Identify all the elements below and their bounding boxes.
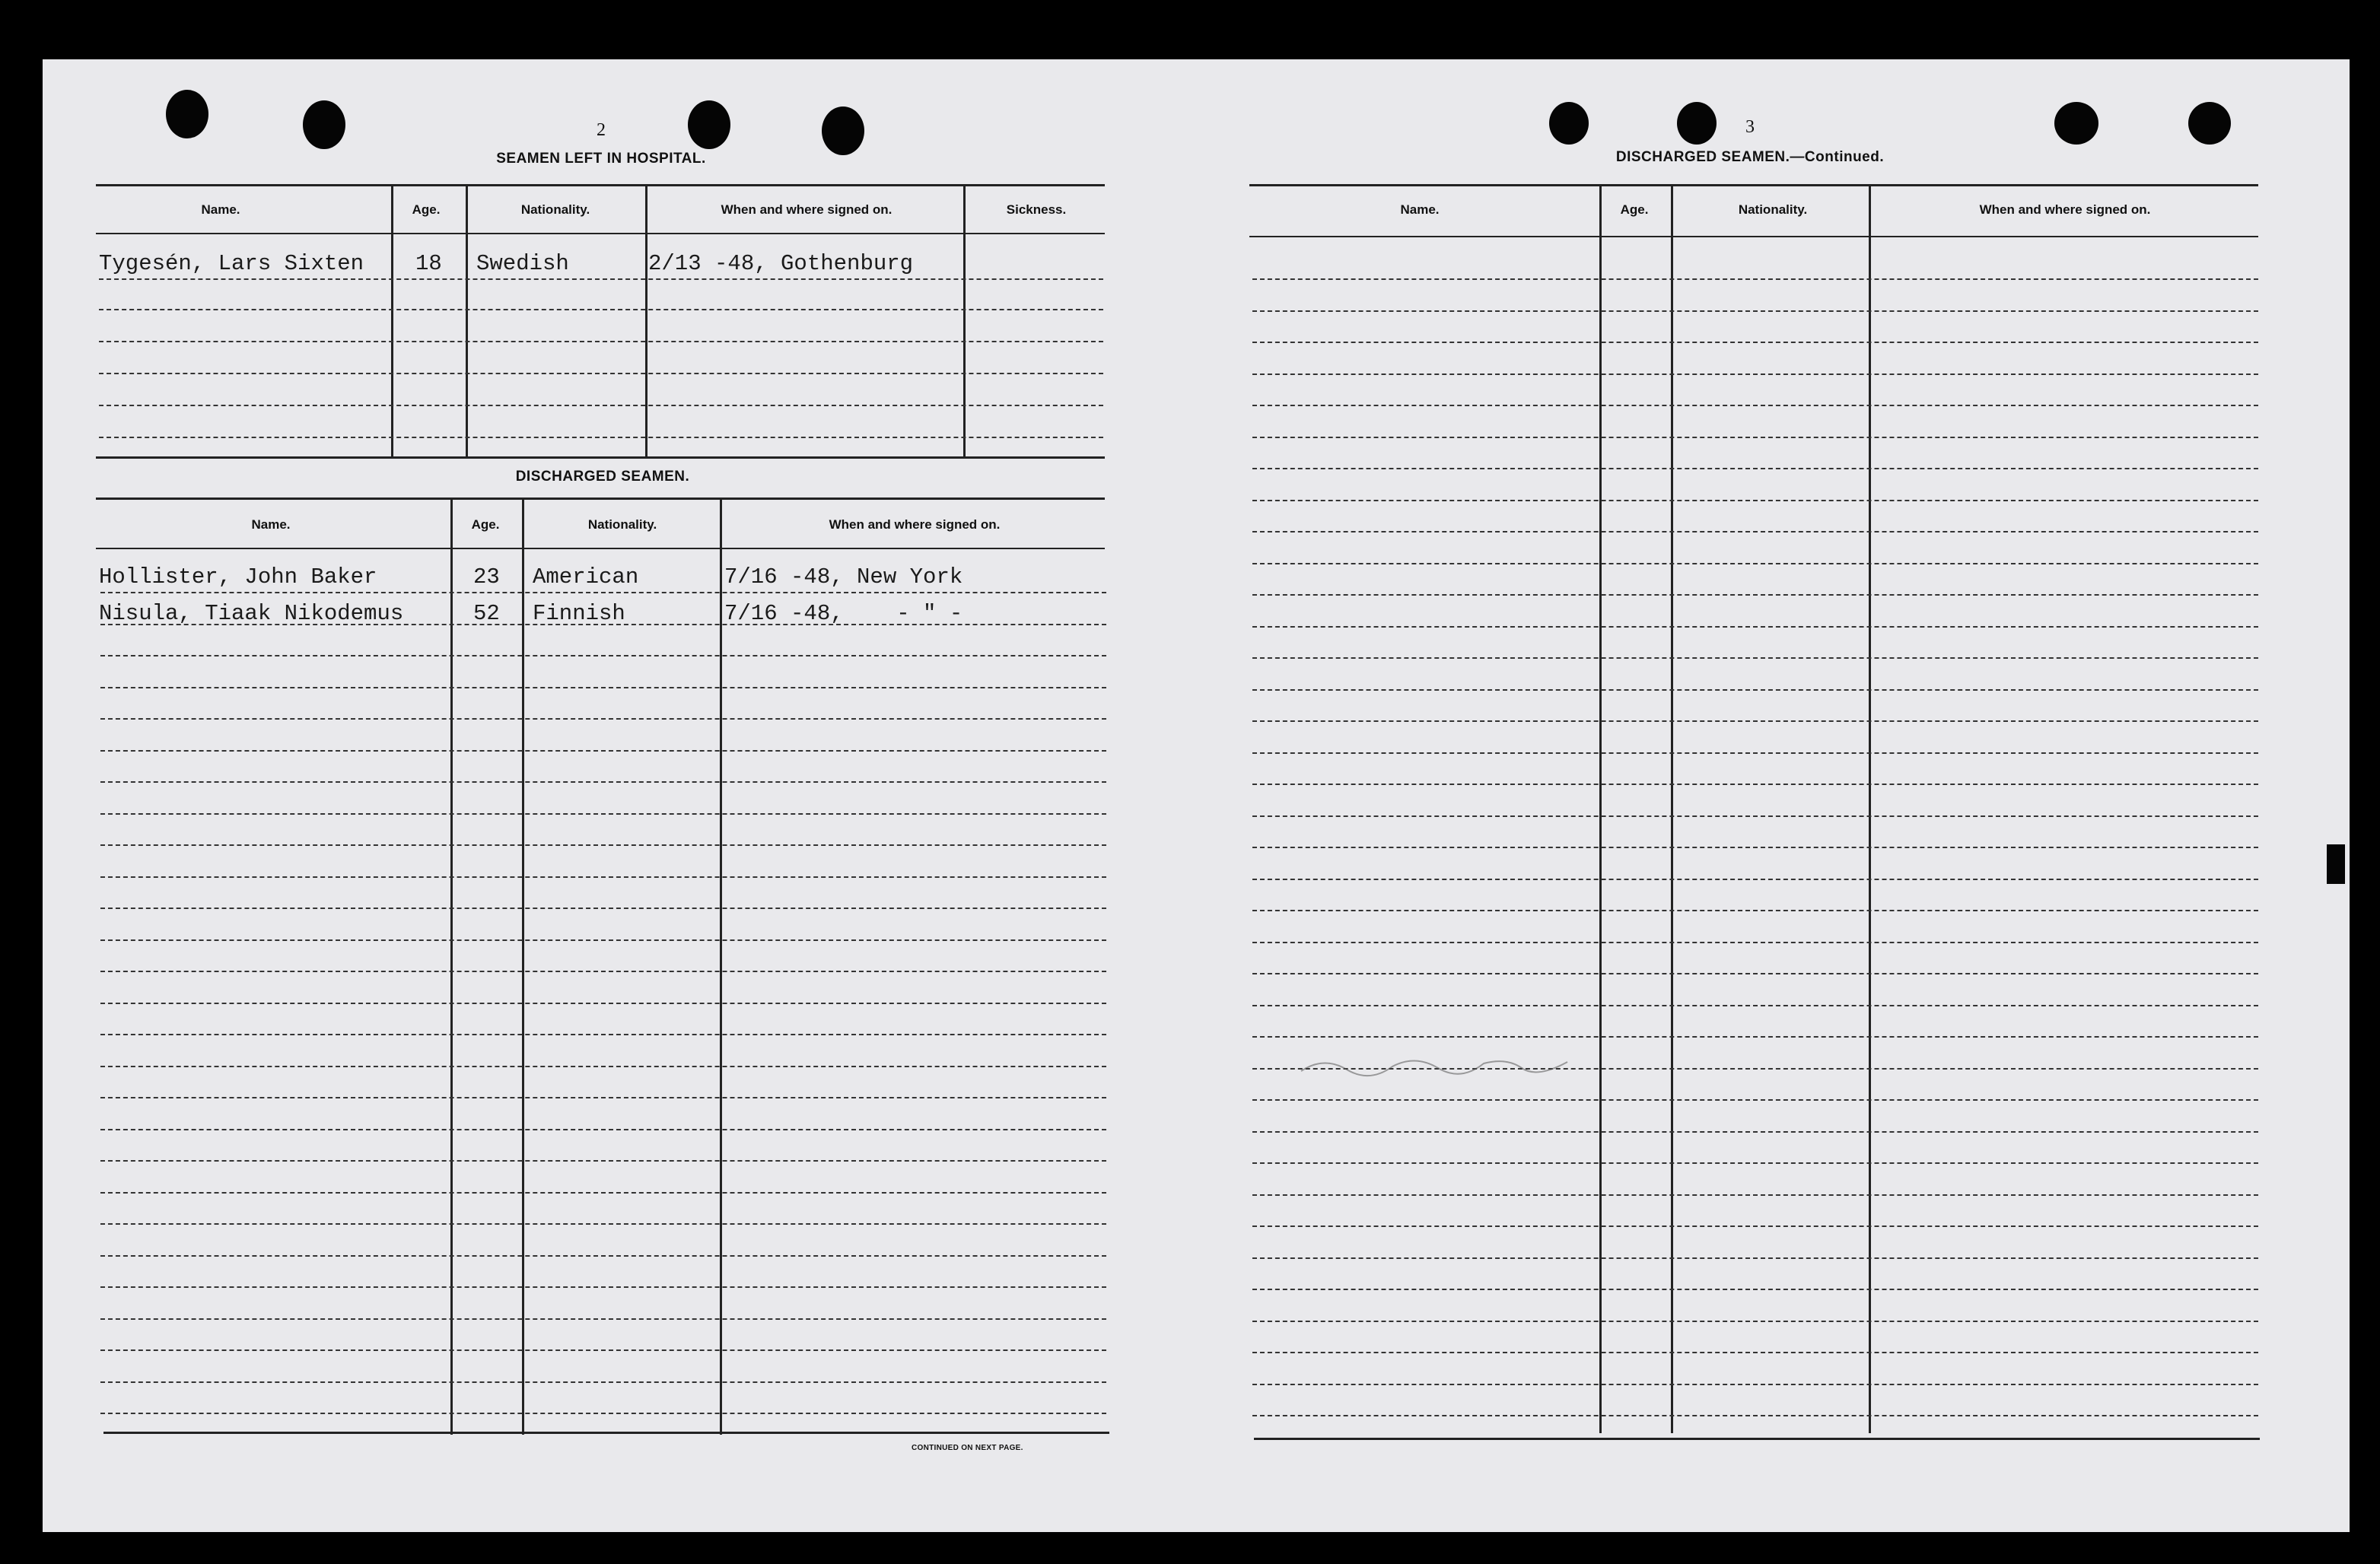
right-row-line [1252, 815, 2258, 817]
right-header-age: Age. [1620, 202, 1649, 217]
discharged-continued-title: DISCHARGED SEAMEN.—Continued. [1615, 149, 1885, 165]
discharged-row-signed-on: 7/16 -48, New York [724, 564, 963, 590]
discharged-col-divider [720, 499, 722, 1435]
discharged-section-title: DISCHARGED SEAMEN. [515, 469, 690, 485]
punch-hole [166, 90, 208, 138]
hospital-row-age: 18 [415, 251, 442, 276]
discharged-row-signed-on: 7/16 -48, - " - [724, 601, 963, 626]
right-col-divider [1869, 186, 1871, 1433]
right-row-line [1252, 1289, 2258, 1290]
discharged-header-name: Name. [251, 517, 291, 532]
right-header-nationality: Nationality. [1738, 202, 1808, 217]
right-row-line [1252, 563, 2258, 564]
punch-hole [303, 100, 345, 149]
right-row-line [1252, 437, 2258, 438]
hospital-row-nationality: Swedish [476, 251, 569, 276]
right-row-line [1252, 1321, 2258, 1322]
right-header-name: Name. [1400, 202, 1440, 217]
hospital-header-name: Name. [201, 202, 240, 217]
discharged-row-age: 52 [473, 601, 500, 626]
right-row-line [1252, 942, 2258, 943]
right-table-bottom-rule [1254, 1438, 2260, 1440]
document-sheet [43, 59, 2350, 1532]
discharged-header-nationality: Nationality. [587, 517, 657, 532]
hospital-row-line [99, 405, 1103, 406]
right-row-line [1252, 1099, 2258, 1101]
hospital-col-divider [963, 186, 966, 458]
discharged-row-line [100, 1349, 1106, 1351]
right-row-line [1252, 1036, 2258, 1038]
hospital-col-divider [391, 186, 393, 458]
discharged-row-line [100, 1192, 1106, 1194]
right-row-line [1252, 1415, 2258, 1416]
discharged-table-bottom-rule [103, 1432, 1109, 1434]
discharged-row-nationality: Finnish [533, 601, 625, 626]
hospital-table-bottom-rule [96, 456, 1105, 459]
right-row-line [1252, 689, 2258, 691]
discharged-header-signed-on: When and where signed on. [829, 517, 1001, 532]
right-row-line [1252, 405, 2258, 406]
right-row-line [1252, 657, 2258, 659]
right-row-line [1252, 973, 2258, 974]
hospital-header-rule [96, 233, 1105, 234]
right-row-line [1252, 1162, 2258, 1164]
right-header-signed-on: When and where signed on. [1979, 202, 2151, 217]
page-number-right: 3 [1745, 117, 1755, 137]
right-header-rule [1249, 236, 2258, 237]
punch-hole [2054, 102, 2098, 145]
binding-tab [2327, 844, 2345, 884]
discharged-row-line [100, 1129, 1106, 1130]
discharged-row-line [100, 1286, 1106, 1288]
discharged-row-line [100, 1003, 1106, 1004]
page-number-left: 2 [597, 120, 606, 140]
discharged-row-line [100, 908, 1106, 909]
punch-hole [2188, 102, 2231, 145]
discharged-row-nationality: American [533, 564, 639, 590]
discharged-row-line [100, 971, 1106, 972]
discharged-row-line [100, 813, 1106, 815]
discharged-row-line [100, 1160, 1106, 1162]
discharged-header-age: Age. [471, 517, 500, 532]
right-row-line [1252, 879, 2258, 880]
discharged-row-line [100, 1318, 1106, 1320]
discharged-row-name: Nisula, Tiaak Nikodemus [99, 601, 404, 626]
punch-hole [1549, 102, 1589, 145]
discharged-row-name: Hollister, John Baker [99, 564, 377, 590]
punch-hole [1677, 102, 1717, 145]
discharged-row-line [100, 844, 1106, 846]
right-row-line [1252, 1257, 2258, 1259]
discharged-row-line [100, 876, 1106, 878]
discharged-row-line [100, 687, 1106, 688]
punch-hole [822, 106, 864, 155]
discharged-row-line [100, 592, 1106, 593]
discharged-row-line [100, 718, 1106, 720]
discharged-row-line [100, 1097, 1106, 1098]
hospital-row-line [99, 278, 1103, 280]
discharged-header-rule [96, 548, 1105, 549]
hospital-table-top-rule [96, 184, 1105, 186]
hospital-row-signed-on: 2/13 -48, Gothenburg [648, 251, 914, 276]
right-row-line [1252, 342, 2258, 343]
right-row-line [1252, 310, 2258, 312]
hospital-row-name: Tygesén, Lars Sixten [99, 251, 364, 276]
discharged-table-top-rule [96, 497, 1105, 500]
hospital-col-divider [645, 186, 648, 458]
right-row-line [1252, 531, 2258, 532]
punch-hole [688, 100, 730, 149]
right-row-line [1252, 468, 2258, 469]
right-row-line [1252, 752, 2258, 754]
hospital-header-age: Age. [412, 202, 441, 217]
right-row-line [1252, 1225, 2258, 1227]
right-row-line [1252, 784, 2258, 785]
discharged-row-line [100, 1381, 1106, 1383]
discharged-row-line [100, 1255, 1106, 1257]
hospital-header-signed-on: When and where signed on. [721, 202, 892, 217]
discharged-row-line [100, 1223, 1106, 1225]
continued-footer: CONTINUED ON NEXT PAGE. [912, 1444, 1023, 1452]
right-row-line [1252, 910, 2258, 911]
right-row-line [1252, 1194, 2258, 1196]
right-row-line [1252, 1384, 2258, 1385]
discharged-row-line [100, 750, 1106, 752]
right-row-line [1252, 720, 2258, 722]
right-row-line [1252, 1352, 2258, 1353]
hospital-row-line [99, 373, 1103, 374]
hospital-row-line [99, 309, 1103, 310]
right-row-line [1252, 594, 2258, 596]
discharged-row-line [100, 1066, 1106, 1067]
discharged-col-divider [522, 499, 524, 1435]
discharged-row-age: 23 [473, 564, 500, 590]
right-table-top-rule [1249, 184, 2258, 186]
right-row-line [1252, 374, 2258, 375]
right-row-line [1252, 626, 2258, 628]
right-col-divider [1599, 186, 1602, 1433]
hospital-header-sickness: Sickness. [1006, 202, 1067, 217]
faint-signature-mark [1293, 1041, 1689, 1086]
hospital-section-title: SEAMEN LEFT IN HOSPITAL. [496, 151, 706, 167]
right-row-line [1252, 278, 2258, 280]
right-row-line [1252, 1131, 2258, 1133]
right-row-line [1252, 847, 2258, 848]
right-row-line [1252, 500, 2258, 501]
discharged-row-line [100, 781, 1106, 783]
hospital-header-nationality: Nationality. [520, 202, 590, 217]
hospital-row-line [99, 341, 1103, 342]
discharged-row-line [100, 1034, 1106, 1035]
hospital-row-line [99, 437, 1103, 438]
discharged-row-line [100, 939, 1106, 941]
discharged-col-divider [450, 499, 453, 1435]
right-col-divider [1671, 186, 1673, 1433]
discharged-row-line [100, 655, 1106, 656]
right-row-line [1252, 1005, 2258, 1006]
discharged-row-line [100, 1413, 1106, 1414]
hospital-col-divider [466, 186, 468, 458]
